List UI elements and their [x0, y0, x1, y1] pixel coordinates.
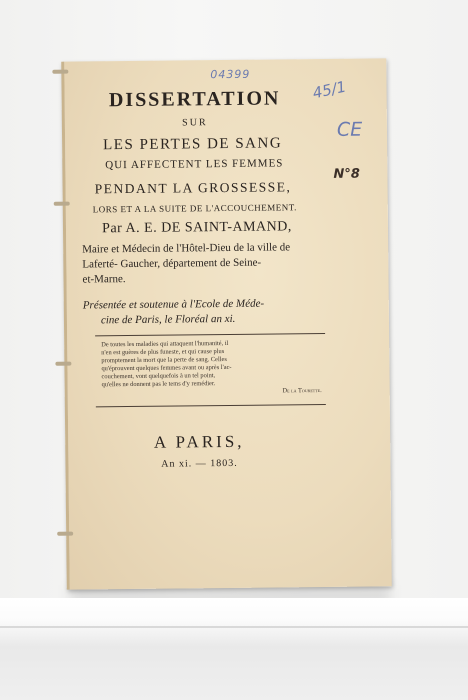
affiliation-line: Maire et Médecin de l'Hôtel-Dieu de la ville de: [82, 241, 291, 256]
pencil-fraction: 45/1: [310, 77, 348, 103]
publication-date: An xi. — 1803.: [161, 457, 238, 470]
divider: [95, 333, 325, 336]
affiliation-line: et-Marne.: [82, 273, 126, 286]
subtitle-sur: SUR: [182, 117, 208, 129]
epigraph-line: qu'elles ne donnent pas le tems d'y remédier.: [101, 380, 216, 389]
epigraph-line: De toutes les maladies qui attaquent l'humanité, il: [101, 339, 229, 349]
binding-stitch: [57, 532, 73, 536]
author: Par A. E. DE SAINT-AMAND,: [102, 219, 292, 237]
pencil-number: N°8: [333, 166, 360, 182]
epigraph-signature: De la Tourette.: [282, 387, 322, 395]
subtitle-pendant: PENDANT LA GROSSESSE,: [94, 179, 292, 197]
place-of-publication: A PARIS,: [153, 431, 245, 452]
shelf-edge: [0, 626, 468, 628]
epigraph-line: qu'éprouvent quelques femmes avant ou après l'ac-: [101, 363, 232, 373]
binding-stitch: [52, 70, 68, 74]
subtitle-qui: QUI AFFECTENT LES FEMMES: [105, 157, 284, 172]
pencil-ce: CE: [336, 118, 363, 141]
presentation-line: Présentée et soutenue à l'Ecole de Méde-: [82, 297, 265, 312]
title: DISSERTATION: [108, 87, 281, 112]
epigraph-line: promptement la mort que la perte de sang. Celles: [101, 355, 227, 365]
shelf: [0, 598, 468, 700]
title-page: [61, 58, 392, 589]
epigraph-line: n'en est guères de plus funeste, et qui cause plus: [101, 348, 225, 357]
epigraph: [101, 339, 322, 397]
presentation-line: cine de Paris, le Floréal an xi.: [100, 312, 236, 327]
divider: [96, 404, 326, 407]
affiliation-line: Laferté- Gaucher, département de Seine-: [82, 256, 262, 271]
inventory-number: 04399: [210, 67, 251, 82]
epigraph-line: couchement, vont quelquefois à un tel point,: [101, 372, 216, 381]
subtitle-pertes: LES PERTES DE SANG: [103, 135, 283, 154]
subtitle-lors: LORS ET A LA SUITE DE L'ACCOUCHEMENT.: [92, 202, 297, 215]
binding-stitch: [55, 362, 71, 366]
